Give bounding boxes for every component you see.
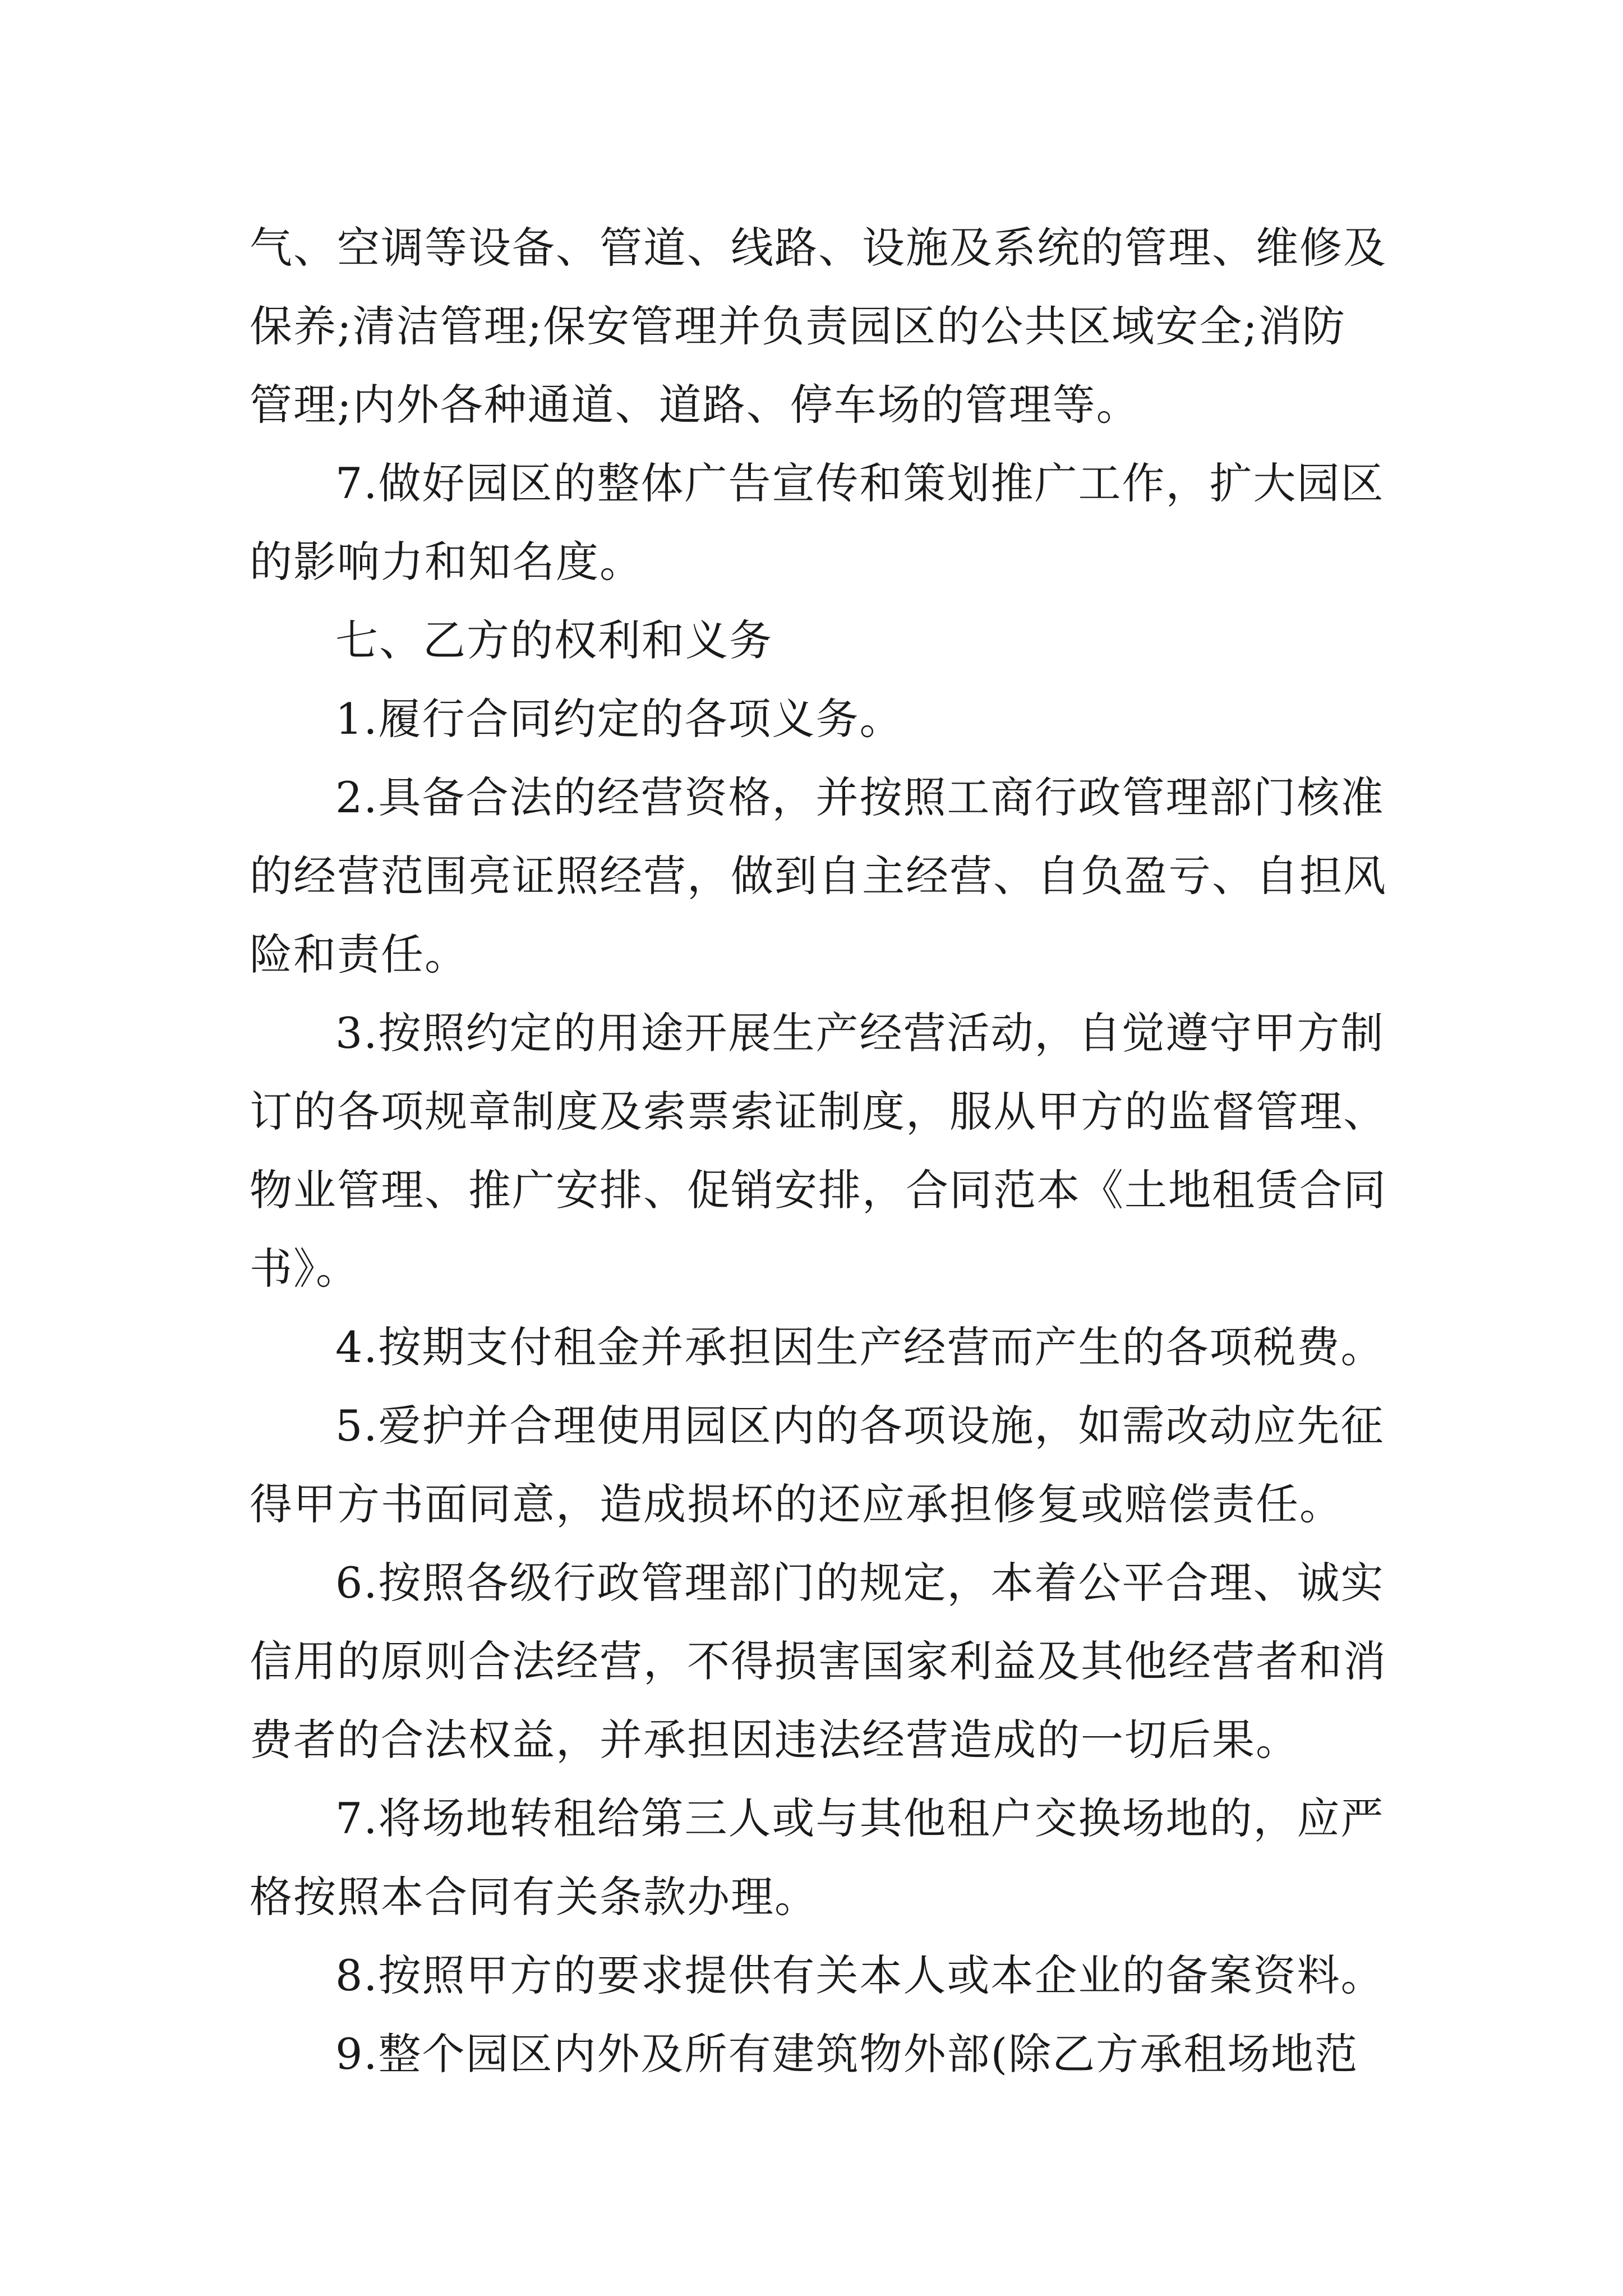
paragraph-line: 格按照本合同有关条款办理。 [250,1872,818,1922]
paragraph-line: 书》。 [250,1244,359,1294]
document-body [250,209,1399,2093]
paragraph-line: 订的各项规章制度及索票索证制度，服从甲方的监督管理、 [250,1087,1387,1137]
paragraph-line: 费者的合法权益，并承担因违法经营造成的一切后果。 [250,1715,1299,1765]
paragraph-first-line: 8.按照甲方的要求提供有关本人或本企业的备案资料。 [335,1950,1385,2000]
paragraph-first-line: 7.将场地转租给第三人或与其他租户交换场地的，应严 [335,1793,1385,1843]
paragraph-first-line: 4.按期支付租金并承担因生产经营而产生的各项税费。 [335,1322,1385,1372]
paragraph-line: 物业管理、推广安排、促销安排，合同范本《土地租赁合同 [250,1165,1387,1215]
paragraph-first-line: 2.具备合法的经营资格，并按照工商行政管理部门核准 [335,772,1385,822]
paragraph-first-line: 七、乙方的权利和义务 [335,615,773,665]
paragraph-line: 气、空调等设备、管道、线路、设施及系统的管理、维修及 [250,223,1387,273]
paragraph-line: 得甲方书面同意，造成损坏的还应承担修复或赔偿责任。 [250,1479,1343,1529]
paragraph-line: 管理;内外各种通道、道路、停车场的管理等。 [250,380,1140,430]
paragraph-first-line: 3.按照约定的用途开展生产经营活动，自觉遵守甲方制 [335,1008,1385,1058]
paragraph-line: 保养;清洁管理;保安管理并负责园区的公共区域安全;消防 [250,301,1346,351]
paragraph-first-line: 6.按照各级行政管理部门的规定，本着公平合理、诚实 [335,1558,1385,1608]
paragraph-first-line: 5.爱护并合理使用园区内的各项设施，如需改动应先征 [335,1401,1385,1451]
paragraph-line: 的经营范围亮证照经营，做到自主经营、自负盈亏、自担风 [250,851,1387,901]
paragraph-line: 险和责任。 [250,930,468,979]
paragraph-line: 信用的原则合法经营，不得损害国家利益及其他经营者和消 [250,1636,1387,1686]
paragraph-first-line: 1.履行合同约定的各项义务。 [335,694,903,744]
paragraph-first-line: 7.做好园区的整体广告宣传和策划推广工作，扩大园区 [335,458,1385,508]
paragraph-first-line: 9.整个园区内外及所有建筑物外部(除乙方承租场地范 [335,2029,1359,2079]
paragraph-line: 的影响力和知名度。 [250,537,643,587]
